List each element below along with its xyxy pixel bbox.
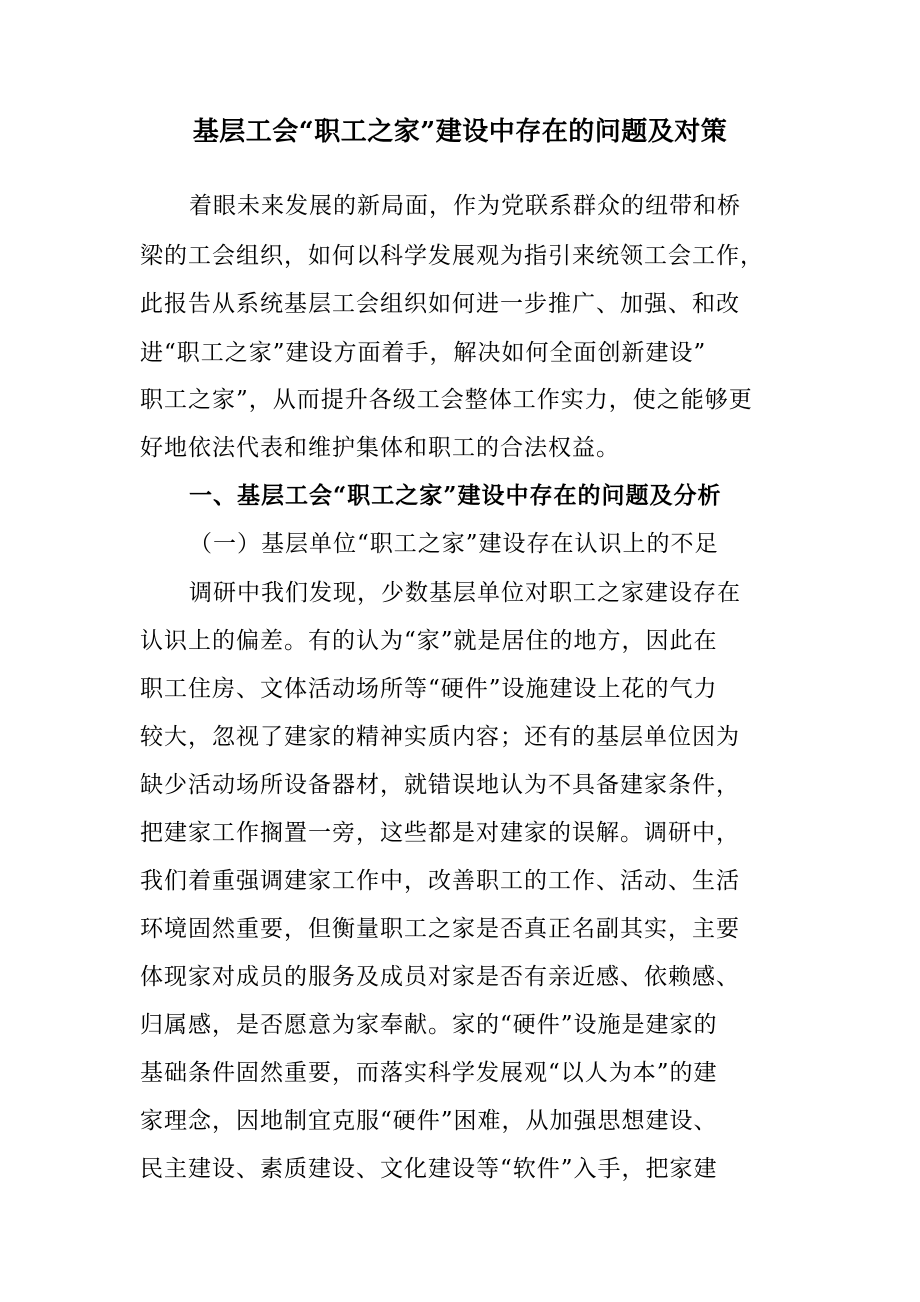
body-line: 我们着重强调建家工作中，改善职工的工作、活动、生活 xyxy=(140,868,740,894)
body-line: 调研中我们发现，少数基层单位对职工之家建设存在 xyxy=(189,580,741,606)
section-heading: 一、基层工会“职工之家”建设中存在的问题及分析 xyxy=(189,482,722,509)
body-line: 职工住房、文体活动场所等“硬件”设施建设上花的气力 xyxy=(140,676,718,702)
intro-line: 此报告从系统基层工会组织如何进一步推广、加强、和改 xyxy=(140,291,740,317)
body-line: 较大，忽视了建家的精神实质内容；还有的基层单位因为 xyxy=(140,724,740,750)
intro-line: 梁的工会组织，如何以科学发展观为指引来统领工会工作， xyxy=(140,243,764,269)
body-line: 归属感，是否愿意为家奉献。家的“硬件”设施是建家的 xyxy=(140,1012,718,1038)
body-line: 家理念，因地制宜克服“硬件”困难，从加强思想建设、 xyxy=(140,1108,718,1134)
document-title: 基层工会“职工之家”建设中存在的问题及对策 xyxy=(192,117,728,147)
intro-line: 进“职工之家”建设方面着手，解决如何全面创新建设” xyxy=(140,340,707,366)
intro-line: 职工之家”，从而提升各级工会整体工作实力，使之能够更 xyxy=(140,387,753,413)
body-line: 体现家对成员的服务及成员对家是否有亲近感、依赖感、 xyxy=(140,964,740,990)
intro-line: 好地依法代表和维护集体和职工的合法权益。 xyxy=(140,435,620,461)
body-line: 认识上的偏差。有的认为“家”就是居住的地方，因此在 xyxy=(140,628,718,654)
body-line: 民主建设、素质建设、文化建设等“软件”入手，把家建 xyxy=(140,1156,718,1182)
body-line: 环境固然重要，但衡量职工之家是否真正名副其实，主要 xyxy=(140,916,740,942)
body-line: 把建家工作搁置一旁，这些都是对建家的误解。调研中， xyxy=(140,820,740,846)
body-line: 基础条件固然重要，而落实科学发展观“以人为本”的建 xyxy=(140,1060,718,1086)
subsection-heading: （一）基层单位“职工之家”建设存在认识上的不足 xyxy=(189,531,719,557)
intro-line: 着眼未来发展的新局面，作为党联系群众的纽带和桥 xyxy=(189,193,741,219)
body-line: 缺少活动场所设备器材，就错误地认为不具备建家条件， xyxy=(140,772,740,798)
